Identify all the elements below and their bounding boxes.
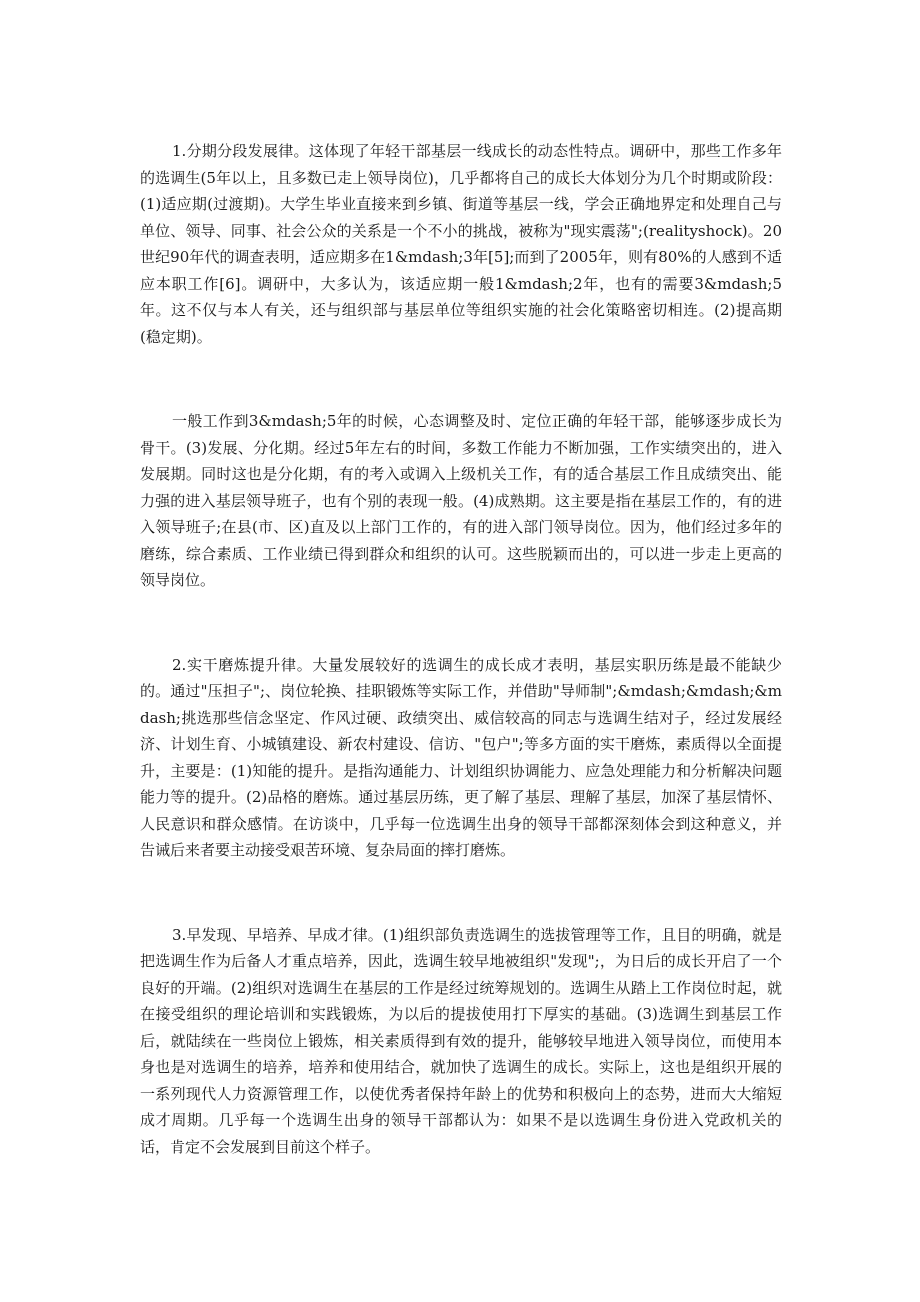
paragraph-4: 3.早发现、早培养、早成才律。(1)组织部负责选调生的选拔管理等工作，且目的明确，就是把选调生作为后备人才重点培养，因此，选调生较早地被组织"发现";，为日后的成长开启了一个良好的开端。(2)组织对选调生在基层的工作是经过统筹规划的。选调生从踏上工作岗位时起，就在接受组织的理论培训和实践锻炼，为以后的提拔使用打下厚实的基础。(3)选调生到基层工作后，就陆续在一些岗位上锻炼，相关素质得到有效的提升，能够较早地进入领导岗位，而使用本身也是对选调生的培养，培养和使用结合，就加快了选调生的成长。实际上，这也是组织开展的一系列现代人力资源管理工作，以使优秀者保持年龄上的优势和积极向上的态势，进而大大缩短成才周期。几乎每一个选调生出身的领导干部都认为：如果不是以选调生身份进入党政机关的话，肯定不会发展到目前这个样子。 <box>140 925 782 1156</box>
document-body <box>140 138 782 1160</box>
paragraph-3: 2.实干磨炼提升律。大量发展较好的选调生的成长成才表明，基层实职历练是最不能缺少的。通过"压担子";、岗位轮换、挂职锻炼等实际工作，并借助"导师制";&mdash;&mdash;&mdash;挑选那些信念坚定、作风过硬、政绩突出、威信较高的同志与选调生结对子，经过发展经济、计划生育、小城镇建设、新农村建设、信访、"包户";等多方面的实干磨炼，素质得以全面提升，主要是：(1)知能的提升。是指沟通能力、计划组织协调能力、应急处理能力和分析解决问题能力等的提升。(2)品格的磨炼。通过基层历练，更了解了基层、理解了基层，加深了基层情怀、人民意识和群众感情。在访谈中，几乎每一位选调生出身的领导干部都深刻体会到这种意义，并告诫后来者要主动接受艰苦环境、复杂局面的摔打磨炼。 <box>140 655 782 859</box>
paragraph-1: 1.分期分段发展律。这体现了年轻干部基层一线成长的动态性特点。调研中，那些工作多年的选调生(5年以上，且多数已走上领导岗位)，几乎都将自己的成长大体划分为几个时期或阶段：(1)适应期(过渡期)。大学生毕业直接来到乡镇、街道等基层一线，学会正确地界定和处理自己与单位、领导、同事、社会公众的关系是一个不小的挑战，被称为"现实震荡";(realityshock)。20世纪90年代的调查表明，适应期多在1&mdash;3年[5];而到了2005年，则有80%的人感到不适应本职工作[6]。调研中，大多认为，该适应期一般1&mdash;2年，也有的需要3&mdash;5年。这不仅与本人有关，还与组织部与基层单位等组织实施的社会化策略密切相连。(2)提高期(稳定期)。 <box>140 142 782 346</box>
paragraph-2: 一般工作到3&mdash;5年的时候，心态调整及时、定位正确的年轻干部，能够逐步成长为骨干。(3)发展、分化期。经过5年左右的时间，多数工作能力不断加强，工作实绩突出的，进入发展期。同时这也是分化期，有的考入或调入上级机关工作，有的适合基层工作且成绩突出、能力强的进入基层领导班子，也有个别的表现一般。(4)成熟期。这主要是指在基层工作的，有的进入领导班子;在县(市、区)直及以上部门工作的，有的进入部门领导岗位。因为，他们经过多年的磨练，综合素质、工作业绩已得到群众和组织的认可。这些脱颖而出的，可以进一步走上更高的领导岗位。 <box>140 412 782 589</box>
